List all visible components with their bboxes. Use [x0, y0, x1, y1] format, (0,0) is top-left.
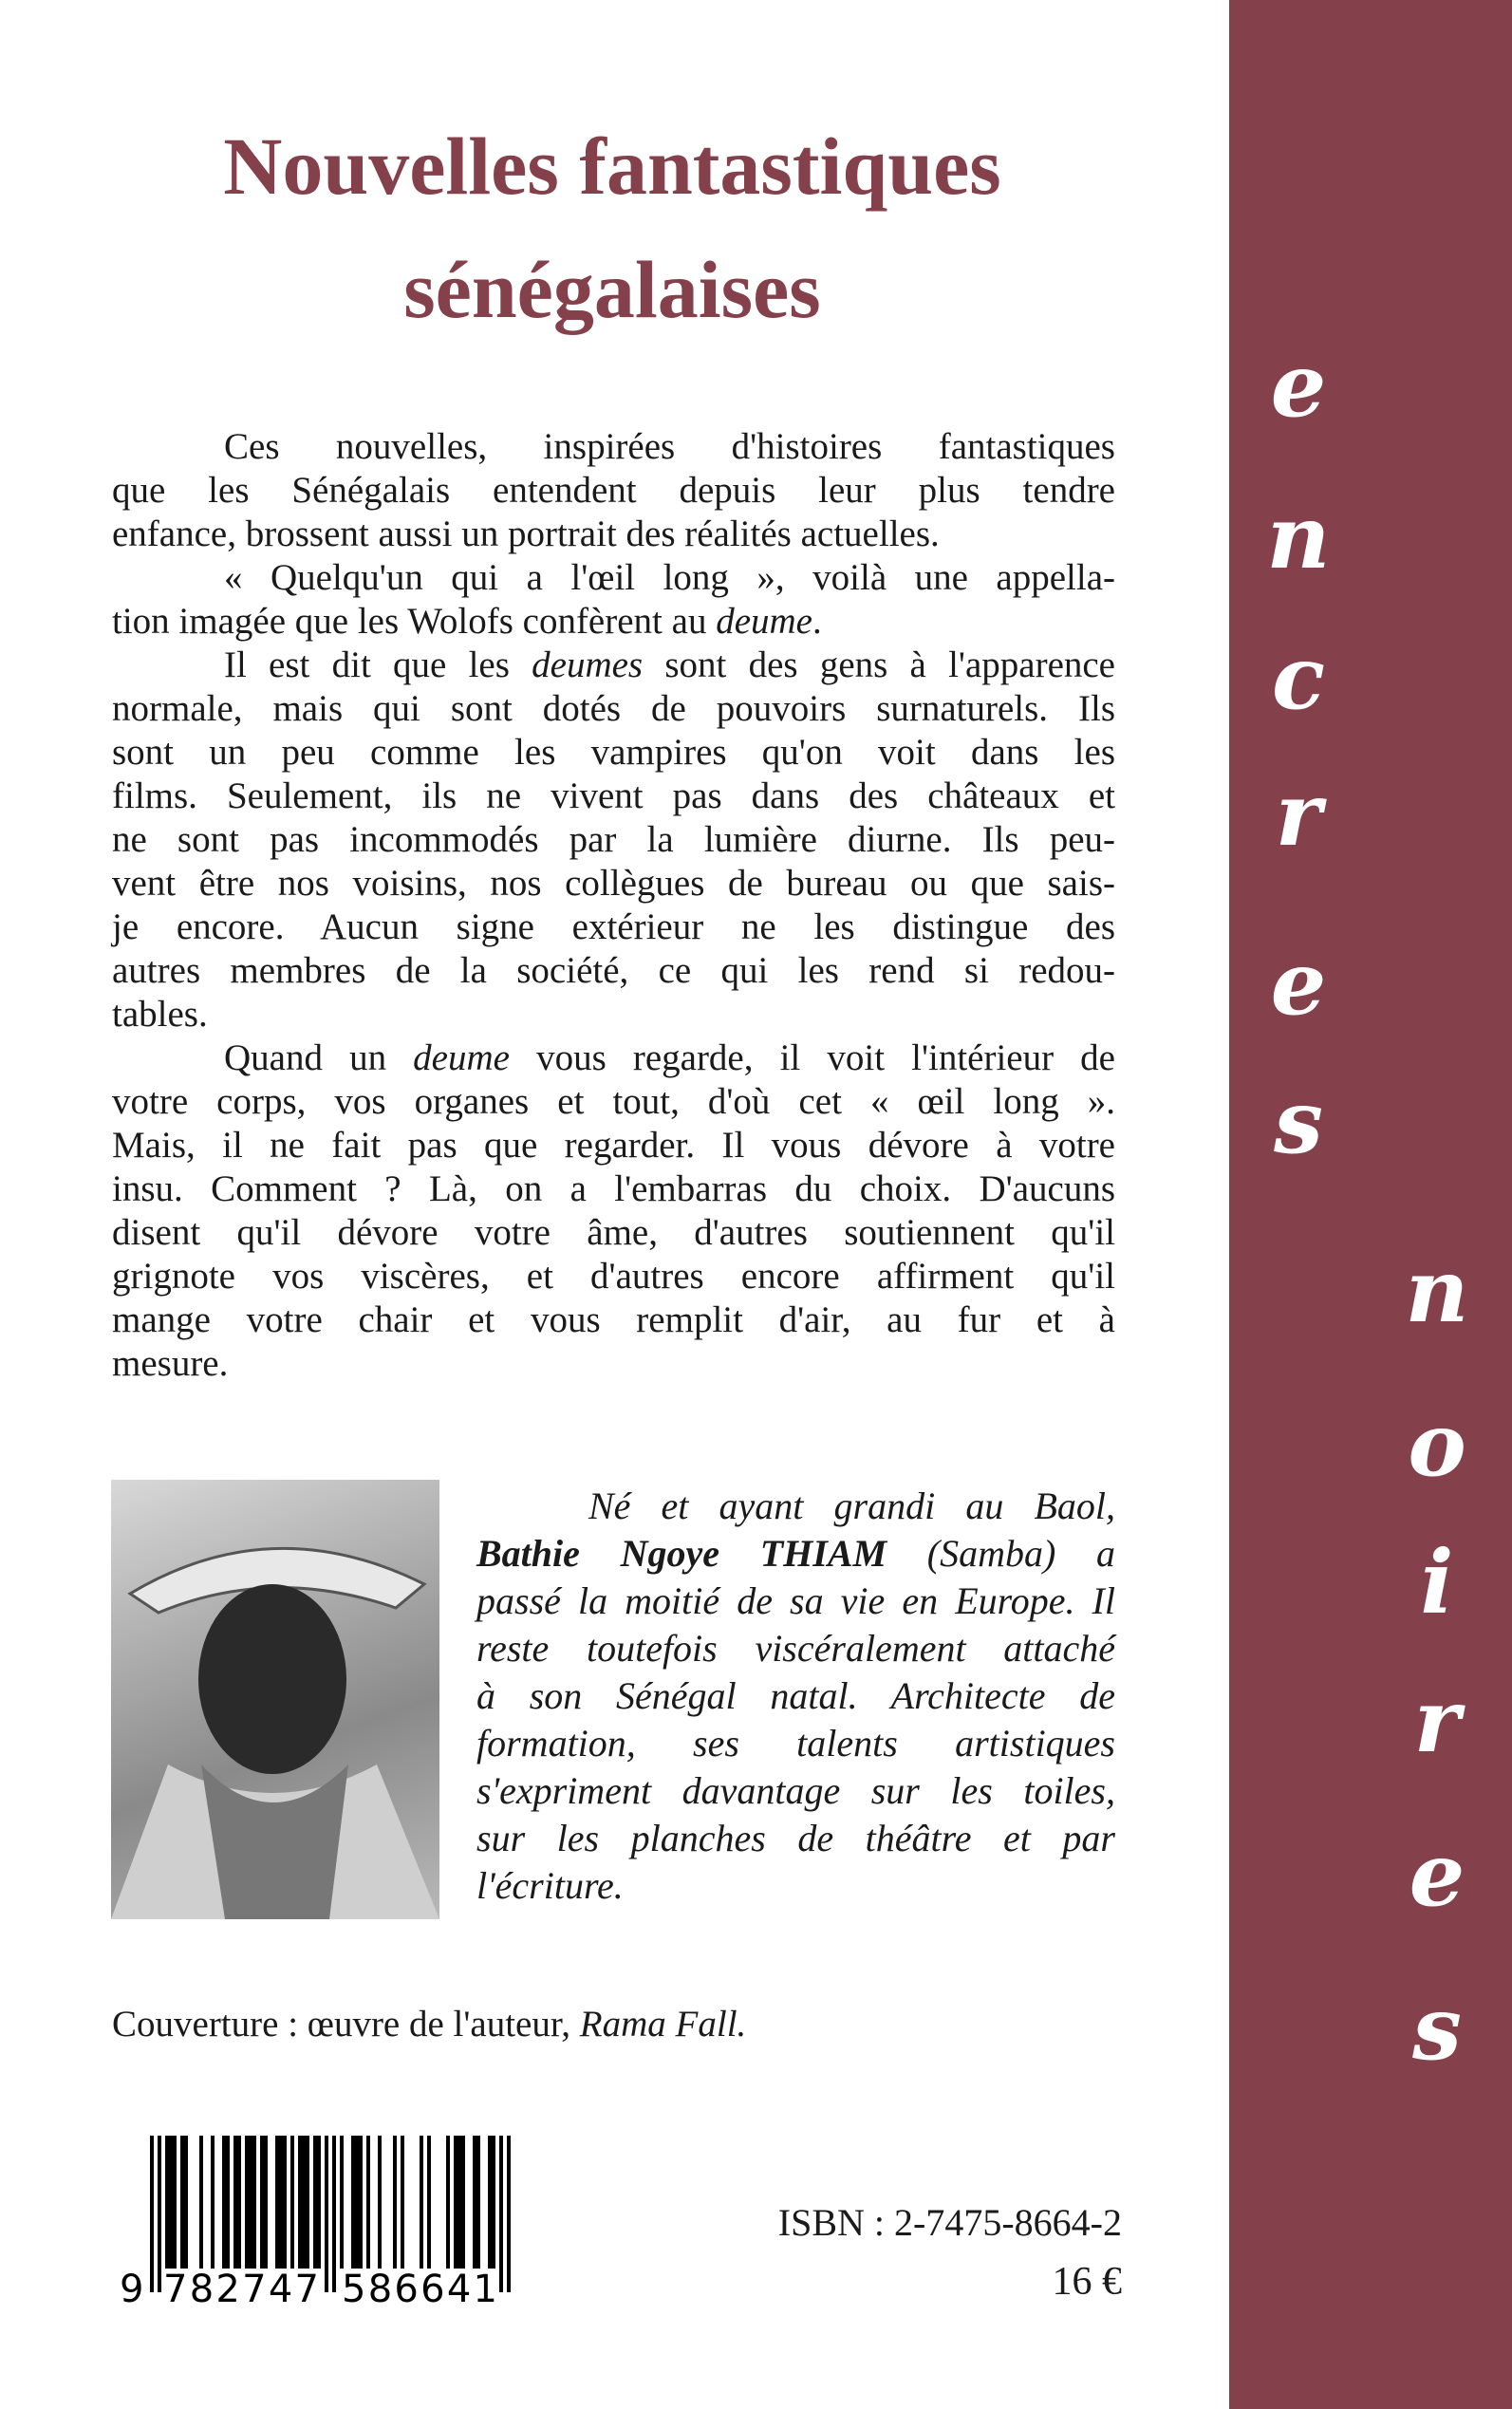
text-segment: vent être nos voisins, nos collègues de bureau ou que sais- [112, 863, 1115, 904]
text-segment: s'expriment davantage sur les toiles, [476, 1769, 1115, 1812]
body-line [112, 469, 1115, 513]
body-line [112, 1080, 1115, 1124]
body-line [112, 906, 1115, 949]
barcode-bar [150, 2136, 154, 2292]
barcode-bar [313, 2136, 317, 2269]
body-line [112, 556, 1115, 600]
series-letter: c [1271, 626, 1326, 729]
body-line [112, 1211, 1115, 1255]
barcode-bar [260, 2136, 264, 2269]
barcode-bar [290, 2136, 294, 2269]
bio-line [476, 1483, 1115, 1530]
bio-line [476, 1862, 1115, 1910]
text-segment: reste toutefois viscéralement attaché [476, 1627, 1115, 1670]
text-segment: sur les planches de théâtre et par [476, 1817, 1115, 1859]
barcode-bar [457, 2136, 461, 2269]
barcode-bar [173, 2136, 177, 2269]
title-line-2: sénégalaises [403, 244, 821, 335]
barcode-bar [249, 2136, 252, 2269]
text-segment: que les Sénégalais entendent depuis leur plus tendre [112, 470, 1115, 511]
text-segment: ne sont pas incommodés par la lumière diurne. Ils peu- [112, 819, 1115, 860]
bio-line [476, 1578, 1115, 1625]
text-segment: Ces nouvelles, inspirées d'histoires fantastiques [224, 426, 1115, 467]
text-segment: formation, ses talents artistiques [476, 1722, 1115, 1765]
barcode-bar [226, 2136, 230, 2269]
italic-term: deume [716, 601, 812, 642]
body-line [112, 1036, 1115, 1080]
text-segment: Il est dit que les [224, 644, 532, 685]
bio-line [476, 1767, 1115, 1815]
body-line [112, 775, 1115, 818]
isbn-barcode [112, 2136, 530, 2306]
barcode-bar [237, 2136, 241, 2269]
text-segment: . [812, 601, 822, 642]
text-segment: (Samba) a [887, 1532, 1115, 1575]
barcode-bar [233, 2136, 237, 2269]
barcode-bar [340, 2136, 344, 2269]
series-letter: s [1412, 1977, 1462, 2080]
body-line [112, 1124, 1115, 1167]
barcode-bar [169, 2136, 173, 2269]
body-line [112, 1342, 1115, 1386]
barcode-digits-right: 586641 [342, 2268, 497, 2306]
bio-line [476, 1815, 1115, 1862]
text-segment: l'écriture. [476, 1864, 624, 1907]
body-line [112, 687, 1115, 731]
barcode-bar [401, 2136, 404, 2269]
barcode-bar [499, 2136, 503, 2292]
barcode-digits-left: 782747 [163, 2268, 319, 2306]
barcode-bar [488, 2136, 492, 2269]
barcode-bar [476, 2136, 480, 2269]
text-segment: tion imagée que les Wolofs confèrent au [112, 601, 717, 642]
barcode-bar [317, 2136, 321, 2269]
barcode-bar [222, 2136, 226, 2269]
text-segment: films. Seulement, ils ne vivent pas dans des châteaux et [112, 775, 1115, 816]
barcode-bar [199, 2136, 203, 2269]
text-segment: autres membres de la société, ce qui les rend si redou- [112, 950, 1115, 991]
barcode-bar [275, 2136, 279, 2269]
cover-artist: Rama Fall. [579, 2004, 747, 2045]
barcode-bar [298, 2136, 302, 2269]
barcode-bar [446, 2136, 450, 2269]
text-segment: tables. [112, 994, 208, 1035]
isbn-number: ISBN : 2-7475-8664-2 [777, 2201, 1122, 2244]
barcode-bar [420, 2136, 423, 2269]
blurb-text [112, 425, 1115, 1386]
body-line [112, 818, 1115, 862]
series-letter: n [1266, 486, 1331, 588]
series-letter: o [1408, 1393, 1466, 1496]
barcode-bar [366, 2136, 370, 2269]
body-line [112, 731, 1115, 775]
body-line [112, 513, 1115, 556]
barcode-bar [165, 2136, 169, 2269]
body-line [112, 600, 1115, 644]
barcode-bar [473, 2136, 476, 2269]
body-line [112, 1298, 1115, 1342]
barcode-bar [492, 2136, 495, 2269]
barcode-bar [461, 2136, 465, 2269]
body-line [112, 425, 1115, 469]
barcode-bar [378, 2136, 382, 2269]
text-segment: disent qu'il dévore votre âme, d'autres soutiennent qu'il [112, 1212, 1115, 1253]
text-segment: vous regarde, il voit l'intérieur de [509, 1037, 1115, 1078]
title-line-1: Nouvelles fantastiques [223, 121, 1001, 212]
text-segment: sont un peu comme les vampires qu'on voit dans les [112, 732, 1115, 773]
barcode-digits-first: 9 [120, 2268, 144, 2306]
text-segment: votre corps, vos organes et tout, d'où cet « œil long ». [112, 1081, 1115, 1122]
cover-credit [112, 2003, 746, 2045]
body-line [112, 862, 1115, 906]
body-line [112, 1255, 1115, 1298]
barcode-bar [302, 2136, 306, 2269]
barcode-bar [351, 2136, 355, 2269]
text-segment: insu. Comment ? Là, on a l'embarras du choix. D'aucuns [112, 1168, 1115, 1209]
barcode-bar [427, 2136, 431, 2269]
cover-credit-text: Couverture : œuvre de l'auteur, [112, 2004, 580, 2045]
series-letter: r [1275, 763, 1322, 866]
text-segment: je encore. Aucun signe extérieur ne les distingue des [112, 906, 1115, 947]
italic-term: deume [413, 1037, 510, 1078]
author-bio [476, 1483, 1115, 1910]
price: 16 € [1052, 2260, 1122, 2304]
text-segment: mesure. [112, 1343, 229, 1384]
series-letter: s [1274, 1071, 1323, 1173]
author-name: Bathie Ngoye THIAM [476, 1532, 887, 1575]
series-letter: n [1405, 1240, 1469, 1342]
bio-line [476, 1625, 1115, 1672]
bio-line [476, 1530, 1115, 1578]
series-letter: r [1413, 1670, 1461, 1772]
body-line [112, 949, 1115, 993]
barcode-bar [245, 2136, 249, 2269]
text-segment: enfance, brossent aussi un portrait des réalités actuelles. [112, 514, 940, 554]
barcode-bar [264, 2136, 268, 2269]
bio-line [476, 1720, 1115, 1767]
barcode-bar [184, 2136, 188, 2269]
series-letter: e [1409, 1823, 1465, 1926]
italic-term: deumes [532, 644, 644, 685]
series-letter: e [1270, 932, 1327, 1035]
text-segment: sont des gens à l'apparence [643, 644, 1115, 685]
series-letter: e [1270, 334, 1327, 437]
barcode-bar [306, 2136, 309, 2269]
text-segment: Mais, il ne fait pas que regarder. Il vous dévore à votre [112, 1125, 1115, 1166]
barcode-bar [332, 2136, 336, 2292]
book-title [114, 104, 1111, 351]
barcode-bar [211, 2136, 215, 2269]
barcode-bar [180, 2136, 184, 2269]
text-segment: normale, mais qui sont dotés de pouvoirs surnaturels. Ils [112, 688, 1115, 729]
author-photo [111, 1480, 439, 1919]
barcode-bar [158, 2136, 161, 2292]
text-segment: « Quelqu'un qui a l'œil long », voilà une appella- [224, 557, 1115, 598]
text-segment: grignote vos viscères, et d'autres encore affirment qu'il [112, 1256, 1115, 1297]
barcode-bar [325, 2136, 328, 2292]
series-letter: i [1420, 1531, 1454, 1634]
body-line [112, 993, 1115, 1036]
barcode-bar [279, 2136, 283, 2269]
body-line [112, 1167, 1115, 1211]
barcode-bar [252, 2136, 256, 2269]
barcode-bar [359, 2136, 363, 2269]
barcode-bar [507, 2136, 511, 2292]
body-line [112, 644, 1115, 687]
text-segment: Quand un [224, 1037, 414, 1078]
text-segment: Né et ayant grandi au Baol, [588, 1485, 1115, 1527]
text-segment: passé la moitié de sa vie en Europe. Il [476, 1579, 1115, 1622]
text-segment: mange votre chair et vous remplit d'air, au fur et à [112, 1299, 1115, 1340]
text-segment: à son Sénégal natal. Architecte de [476, 1674, 1115, 1717]
barcode-bar [393, 2136, 397, 2269]
bio-line [476, 1672, 1115, 1720]
barcode-bar [355, 2136, 359, 2269]
barcode-bar [454, 2136, 457, 2269]
barcode-bar [283, 2136, 287, 2269]
